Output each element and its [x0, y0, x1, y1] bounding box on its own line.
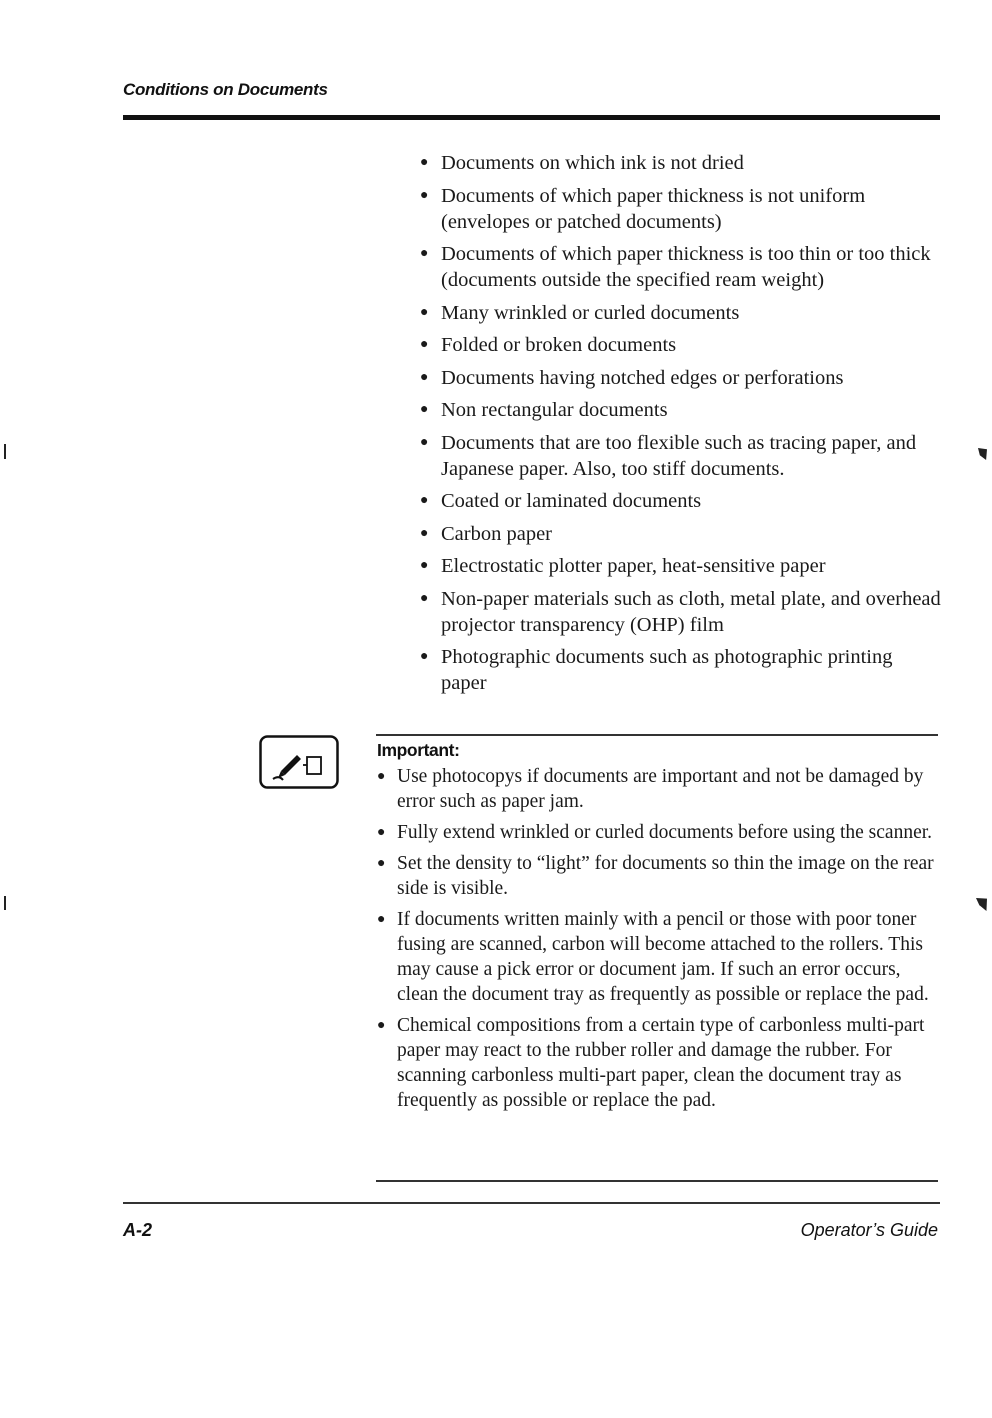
bullet-icon: ● [420, 337, 429, 352]
scan-mark [4, 444, 6, 459]
bullet-icon: ● [420, 369, 429, 385]
list-item-text: Documents that are too flexible such as tracing paper, and Japanese paper. Also, too stiff documents. [441, 431, 917, 480]
list-item [418, 430, 943, 482]
list-item-text: Many wrinkled or curled documents [441, 301, 740, 324]
list-item-text: Carbon paper [441, 522, 552, 545]
list-item-text: Use photocopys if documents are important and not be damaged by error such as paper jam. [397, 766, 924, 812]
note-pencil-icon [259, 735, 339, 789]
important-heading: Important: [377, 740, 460, 760]
scan-mark [976, 898, 987, 911]
list-item [418, 300, 943, 326]
list-item-text: Non-paper materials such as cloth, metal plate, and overhead projector transparency (OHP) film [441, 587, 941, 636]
list-item-text: Documents on which ink is not dried [441, 152, 744, 174]
list-item-text: Set the density to “light” for documents so thin the image on the rear side is visible. [397, 853, 934, 899]
bullet-icon: ● [420, 493, 429, 508]
section-title: Conditions on Documents [123, 80, 328, 99]
list-item [377, 764, 942, 814]
bullet-icon: ● [420, 304, 429, 320]
list-item [418, 150, 943, 176]
bullet-icon: ● [420, 590, 429, 606]
bullet-icon: ● [420, 525, 429, 541]
scan-mark [4, 896, 6, 910]
list-item [418, 521, 943, 547]
list-item [418, 488, 943, 514]
list-item [377, 1013, 942, 1113]
list-item-text: Coated or laminated documents [441, 490, 702, 512]
list-item [418, 644, 943, 696]
list-item-text: Chemical compositions from a certain type of carbonless multi-part paper may react to the rubber roller and damage the rubber. For scanning carbonless multi-part paper, clean the document tray as frequently as possible or replace the pad. [397, 1015, 925, 1111]
scan-mark [978, 448, 987, 460]
bullet-icon: ● [420, 155, 429, 170]
list-item [418, 365, 943, 391]
header-rule [123, 115, 940, 120]
list-item-text: Fully extend wrinkled or curled documents before using the scanner. [397, 822, 933, 843]
guide-title: Operator’s Guide [800, 1220, 938, 1240]
bullet-icon: ● [377, 912, 386, 927]
list-item [377, 851, 942, 901]
list-item [377, 907, 942, 1007]
bullet-icon: ● [420, 558, 429, 573]
list-item-text: Electrostatic plotter paper, heat-sensitive paper [441, 555, 826, 577]
list-item-text: Folded or broken documents [441, 334, 677, 356]
bullet-icon: ● [420, 649, 429, 664]
list-item [418, 397, 943, 423]
bullet-icon: ● [420, 402, 429, 417]
bullet-icon: ● [377, 825, 386, 840]
list-item-text: Documents of which paper thickness is too thin or too thick (documents outside the specified ream weight) [441, 243, 931, 291]
list-item-text: Documents of which paper thickness is not uniform (envelopes or patched documents) [441, 184, 866, 233]
list-item [418, 332, 943, 358]
conditions-list [418, 150, 943, 703]
page-number: A-2 [123, 1220, 153, 1240]
list-item [418, 183, 943, 235]
bullet-icon: ● [377, 769, 386, 784]
list-item [418, 586, 943, 638]
list-item [377, 820, 942, 845]
bullet-icon: ● [420, 434, 429, 450]
list-item [418, 241, 943, 293]
list-item [418, 553, 943, 579]
bullet-icon: ● [420, 246, 429, 261]
footer-rule [123, 1202, 940, 1204]
bullet-icon: ● [377, 856, 386, 871]
important-top-rule [376, 734, 938, 736]
bullet-icon: ● [420, 187, 429, 203]
list-item-text: Documents having notched edges or perforations [441, 366, 844, 389]
list-item-text: Non rectangular documents [441, 399, 668, 421]
bullet-icon: ● [377, 1018, 386, 1033]
important-bottom-rule [376, 1180, 938, 1182]
list-item-text: If documents written mainly with a pencil or those with poor toner fusing are scanned, carbon will become attached to the rollers. This may cause a pick error or document jam. If such an error occurs, clean the document tray as frequently as possible or replace the pad. [397, 909, 929, 1005]
list-item-text: Photographic documents such as photographic printing paper [441, 646, 893, 694]
important-list [377, 764, 942, 1119]
